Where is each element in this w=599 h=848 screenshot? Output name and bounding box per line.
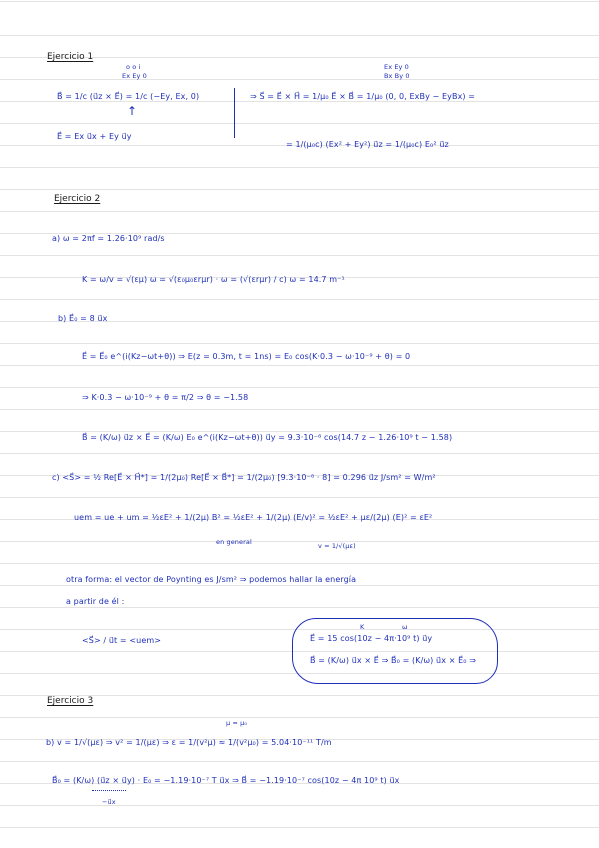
text-a-partir: a partir de él : bbox=[66, 597, 125, 606]
annotation-omega: ω bbox=[402, 623, 408, 631]
equation-s-over-ut: <S⃗> / u⃗t = <uem> bbox=[82, 636, 162, 645]
highlighted-box bbox=[292, 618, 498, 684]
annotation-en-general: en general bbox=[216, 538, 252, 546]
equation-b0-ex3: B⃗₀ = (K/ω) (u⃗z × u⃗y) · E₀ = −1.19·10⁻⁷ T u⃗x ⇒ B⃗ = −1.19·10⁻⁷ cos(10z − 4π 10⁹ t) u⃗x bbox=[52, 776, 400, 785]
annotation-ex1-c: Ex Ey 0 bbox=[384, 63, 409, 71]
section-title-ex1: Ejercicio 1 bbox=[47, 52, 94, 62]
equation-box-e: E⃗ = 15 cos(10z − 4π·10⁹ t) u⃗y bbox=[310, 634, 433, 643]
equation-theta: ⇒ K·0.3 − ω·10⁻⁹ + θ = π/2 ⇒ θ = −1.58 bbox=[82, 393, 249, 402]
annotation-ex1-d: Bx By 0 bbox=[384, 72, 410, 80]
equation-poynting-result: = 1/(μ₀c) (Ex² + Ey²) u⃗z = 1/(μ₀c) E₀² u⃗z bbox=[286, 140, 449, 149]
annotation-minus-ux: −u⃗x bbox=[102, 798, 116, 806]
annotation-ex1-a: o o i bbox=[126, 63, 141, 71]
annotation-ex1-b: Ex Ey 0 bbox=[122, 72, 147, 80]
annotation-mu: μ ≈ μ₀ bbox=[226, 719, 248, 727]
up-arrow-icon: ↑ bbox=[127, 104, 138, 118]
annotation-k: K bbox=[360, 623, 365, 631]
annotation-v: v = 1/√(με) bbox=[318, 542, 356, 550]
equation-e-phase: E⃗ = E⃗₀ e^(i(Kz−ωt+θ)) ⇒ E(z = 0.3m, t = 1ns) = E₀ cos(K·0.3 − ω·10⁻⁹ + θ) = 0 bbox=[82, 352, 411, 361]
equation-poynting-avg: c) <S⃗> = ½ Re[E⃗ × H⃗*] = 1/(2μ₀) Re[E⃗ × B⃗*] = 1/(2μ₀) [9.3·10⁻⁸ · 8] = 0.296 u⃗z J/sm² = W/m² bbox=[52, 473, 436, 482]
equation-epsilon: b) v = 1/√(με) ⇒ v² = 1/(με) ⇒ ε = 1/(v²μ) ≈ 1/(v²μ₀) = 5.04·10⁻¹¹ T/m bbox=[46, 738, 332, 747]
equation-omega: a) ω = 2πf = 1.26·10⁹ rad/s bbox=[52, 234, 165, 243]
equation-b-field: B⃗ = 1/c (u⃗z × E⃗) = 1/c (−Ey, Ex, 0) bbox=[57, 92, 200, 101]
equation-e-field: E⃗ = Ex u⃗x + Ey u⃗y bbox=[57, 132, 132, 141]
underline-wavy bbox=[92, 790, 126, 791]
equation-energy-density: uem = ue + um = ½εE² + 1/(2μ) B² = ½εE² + 1/(2μ) (E/v)² = ½εE² + με/(2μ) (E)² = εE² bbox=[74, 513, 433, 522]
section-title-ex3: Ejercicio 3 bbox=[47, 696, 94, 706]
section-title-ex2: Ejercicio 2 bbox=[54, 194, 101, 204]
divider-line bbox=[234, 88, 235, 138]
equation-e0: b) E⃗₀ = 8 u⃗x bbox=[58, 314, 108, 323]
equation-box-b: B⃗ = (K/ω) u⃗x × E⃗ ⇒ B⃗₀ = (K/ω) u⃗x × E⃗₀ ⇒ bbox=[310, 656, 477, 665]
equation-b-wave: B⃗ = (K/ω) u⃗z × E⃗ = (K/ω) E₀ e^(i(Kz−ωt+θ)) u⃗y = 9.3·10⁻⁸ cos(14.7 z − 1.26·10⁹ t − 1.58) bbox=[82, 433, 453, 442]
equation-k: K = ω/v = √(εμ) ω = √(ε₀μ₀εrμr) · ω = (√(εrμr) / c) ω = 14.7 m⁻¹ bbox=[82, 275, 345, 284]
text-otra-forma: otra forma: el vector de Poynting es J/sm² ⇒ podemos hallar la energía bbox=[66, 575, 357, 584]
equation-poynting: ⇒ S⃗ = E⃗ × H⃗ = 1/μ₀ E⃗ × B⃗ = 1/μ₀ (0, 0, ExBy − EyBx) = bbox=[250, 92, 476, 101]
